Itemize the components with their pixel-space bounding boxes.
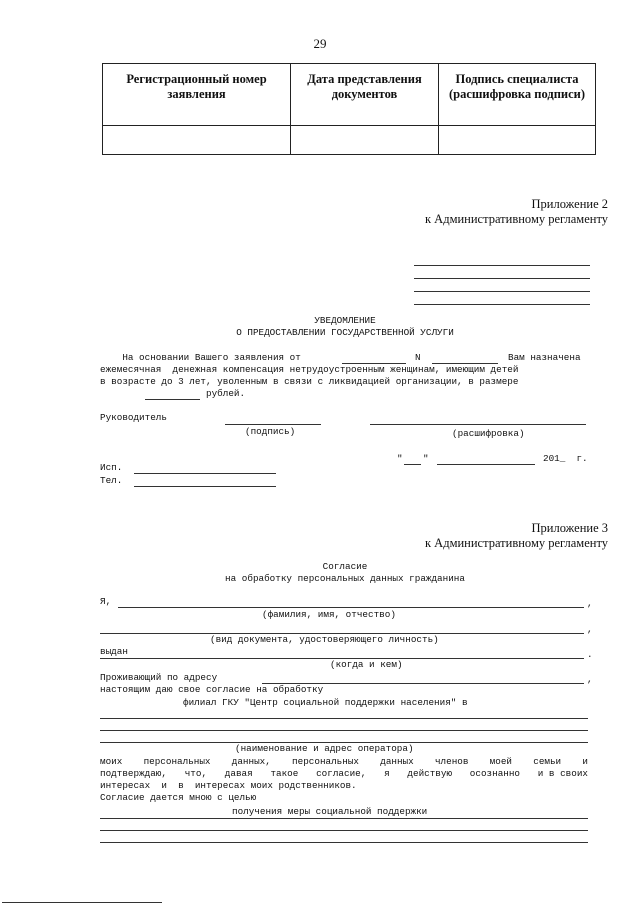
notice-amount-blank xyxy=(145,399,200,400)
word: персональных xyxy=(143,756,211,767)
executor-label: Исп. xyxy=(100,462,123,473)
consent-subtitle: на обработку персональных данных гражданина xyxy=(225,573,465,584)
header-submission-date: Дата представления документов xyxy=(291,64,439,126)
addressee-line xyxy=(414,291,590,292)
operator-line xyxy=(100,718,588,719)
word: моей xyxy=(489,756,512,767)
issued-period: . xyxy=(587,649,593,660)
notice-text-line3: в возрасте до 3 лет, уволенным в связи с ликвидацией организации, в размере xyxy=(100,376,519,387)
footnote-separator xyxy=(2,902,162,903)
registration-table xyxy=(102,63,596,155)
table-cell-empty xyxy=(439,126,596,155)
notice-subtitle: О ПРЕДОСТАВЛЕНИИ ГОСУДАРСТВЕННОЙ УСЛУГИ xyxy=(236,327,454,338)
word: что, xyxy=(184,768,208,779)
table-cell-empty xyxy=(103,126,291,155)
appendix3-title: Приложение 3 xyxy=(531,521,608,535)
notice-text-line4: рублей. xyxy=(206,388,246,399)
operator-name: филиал ГКУ "Центр социальной поддержки населения" в xyxy=(183,697,468,708)
word: такое xyxy=(270,768,299,779)
notice-number-sign: N xyxy=(415,352,421,363)
addressee-line xyxy=(414,265,590,266)
executor-line xyxy=(134,473,276,474)
word: давая xyxy=(224,768,253,779)
consent-body-line1 xyxy=(100,756,588,768)
page-number: 29 xyxy=(313,36,327,51)
header-specialist-signature: Подпись специалиста (расшифровка подписи) xyxy=(439,64,596,126)
fio-comma: , xyxy=(587,598,593,609)
operator-line xyxy=(100,730,588,731)
consent-i-label: Я, xyxy=(100,596,112,607)
notice-title: УВЕДОМЛЕНИЕ xyxy=(314,315,376,326)
notice-text-line1a: На основании Вашего заявления от xyxy=(100,352,301,363)
head-label: Руководитель xyxy=(100,412,167,423)
purpose-line xyxy=(100,830,588,831)
head-signature-line xyxy=(225,424,321,425)
consent-line: настоящим даю свое согласие на обработку xyxy=(100,684,324,695)
document-caption: (вид документа, удостоверяющего личность) xyxy=(210,634,439,645)
word: данных, xyxy=(231,756,271,767)
tel-label: Тел. xyxy=(100,475,123,486)
date-year: 201_ г. xyxy=(543,453,588,464)
table-row xyxy=(103,126,596,155)
word: подтверждаю, xyxy=(100,768,167,779)
head-decoding-line xyxy=(370,424,586,425)
consent-body-line3: интересах и в интересах моих родственников. xyxy=(100,780,357,791)
appendix3-subtitle: к Административному регламенту xyxy=(424,536,608,550)
tel-line xyxy=(134,486,276,487)
operator-caption: (наименование и адрес оператора) xyxy=(235,743,414,754)
purpose-text: получения меры социальной поддержки xyxy=(232,806,428,817)
header-registration-number: Регистрационный номер заявления xyxy=(103,64,291,126)
signature-caption: (подпись) xyxy=(245,426,296,437)
purpose-line xyxy=(100,818,588,819)
word: осознанно xyxy=(469,768,521,779)
when-caption: (когда и кем) xyxy=(330,659,403,670)
notice-text-line1c: Вам назначена xyxy=(508,352,581,363)
fio-line xyxy=(118,607,584,608)
word: данных xyxy=(380,756,414,767)
date-quote-close: " xyxy=(423,453,429,464)
purpose-label: Согласие дается мною с целью xyxy=(100,792,257,803)
address-comma: , xyxy=(587,674,593,685)
notice-text-line2: ежемесячная денежная компенсация нетрудоустроенным женщинам, имеющим детей xyxy=(100,364,519,375)
date-quote-open: " xyxy=(397,453,403,464)
word: действую xyxy=(407,768,453,779)
addressee-line xyxy=(414,278,590,279)
issued-label: выдан xyxy=(100,646,128,657)
word: согласие, xyxy=(316,768,367,779)
decoding-caption: (расшифровка) xyxy=(452,428,525,439)
word: семьи xyxy=(533,756,562,767)
date-day-blank xyxy=(404,464,421,465)
word: моих xyxy=(100,756,123,767)
appendix2-subtitle: к Административному регламенту xyxy=(424,212,608,226)
word: персональных xyxy=(292,756,359,767)
addressee-line xyxy=(414,304,590,305)
word: членов xyxy=(434,756,469,767)
word: я xyxy=(384,768,390,779)
date-month-blank xyxy=(437,464,535,465)
table-header-row xyxy=(103,64,596,126)
word: и xyxy=(582,756,588,767)
consent-title: Согласие xyxy=(322,561,368,572)
fio-caption: (фамилия, имя, отчество) xyxy=(262,609,396,620)
table-cell-empty xyxy=(291,126,439,155)
document-comma: , xyxy=(587,624,593,635)
word: и в своих xyxy=(537,768,588,779)
consent-body-line2 xyxy=(100,768,588,780)
purpose-line xyxy=(100,842,588,843)
appendix2-title: Приложение 2 xyxy=(531,197,608,211)
address-label: Проживающий по адресу xyxy=(100,672,218,683)
